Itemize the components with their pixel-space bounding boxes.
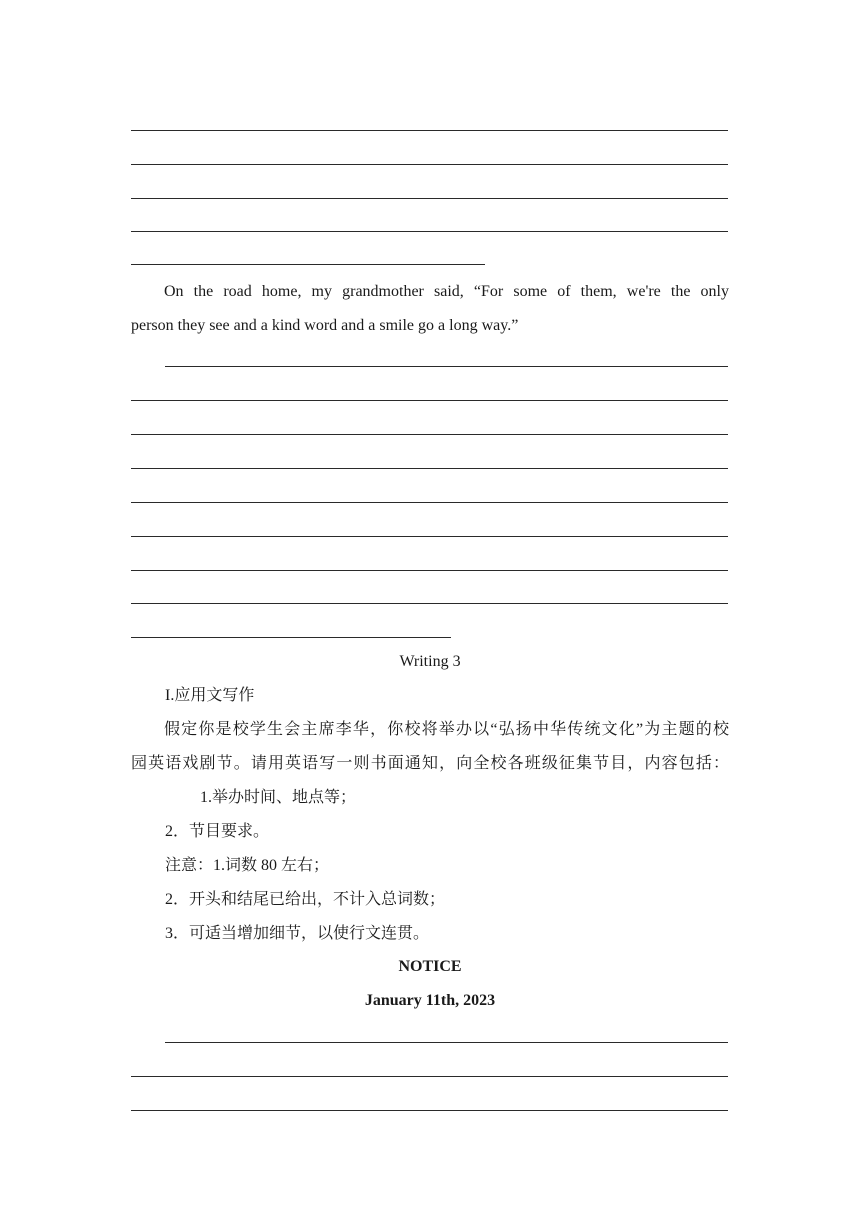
- note-item: 注意：1.词数 80 左右；: [165, 857, 330, 874]
- note-item: 2．开头和结尾已给出，不计入总词数；: [165, 891, 446, 908]
- answer-line-short: [131, 637, 451, 638]
- answer-line: [131, 1110, 728, 1111]
- section-title: I.应用文写作: [165, 687, 255, 704]
- story-paragraph-line-2: person they see and a kind word and a smile go a long way.”: [131, 317, 519, 334]
- answer-line: [165, 1042, 728, 1043]
- answer-line: [165, 366, 728, 367]
- answer-line: [131, 468, 728, 469]
- answer-line: [131, 502, 728, 503]
- answer-line: [131, 536, 728, 537]
- answer-line: [131, 400, 728, 401]
- answer-line: [131, 164, 728, 165]
- answer-line: [131, 231, 728, 232]
- note-item: 3．可适当增加细节，以使行文连贯。: [165, 925, 430, 942]
- answer-line: [131, 434, 728, 435]
- notice-title: NOTICE: [398, 958, 462, 975]
- task-line-2: 园英语戏剧节。请用英语写一则书面通知，向全校各班级征集节目，内容包括：: [131, 755, 729, 772]
- answer-line: [131, 1076, 728, 1077]
- content-item: 2．节目要求。: [165, 823, 270, 840]
- answer-line: [131, 198, 728, 199]
- answer-line: [131, 130, 728, 131]
- section-heading: Writing 3: [399, 653, 461, 670]
- answer-line: [131, 603, 728, 604]
- task-line-1: 假定你是校学生会主席李华，你校将举办以“弘扬中华传统文化”为主题的校: [164, 721, 729, 738]
- story-paragraph-line-1: On the road home, my grandmother said, “For some of them, we're the only: [164, 283, 729, 300]
- answer-line-short: [131, 264, 485, 265]
- notice-date: January 11th, 2023: [364, 992, 496, 1009]
- answer-line: [131, 570, 728, 571]
- content-item: 1.举办时间、地点等；: [200, 789, 357, 806]
